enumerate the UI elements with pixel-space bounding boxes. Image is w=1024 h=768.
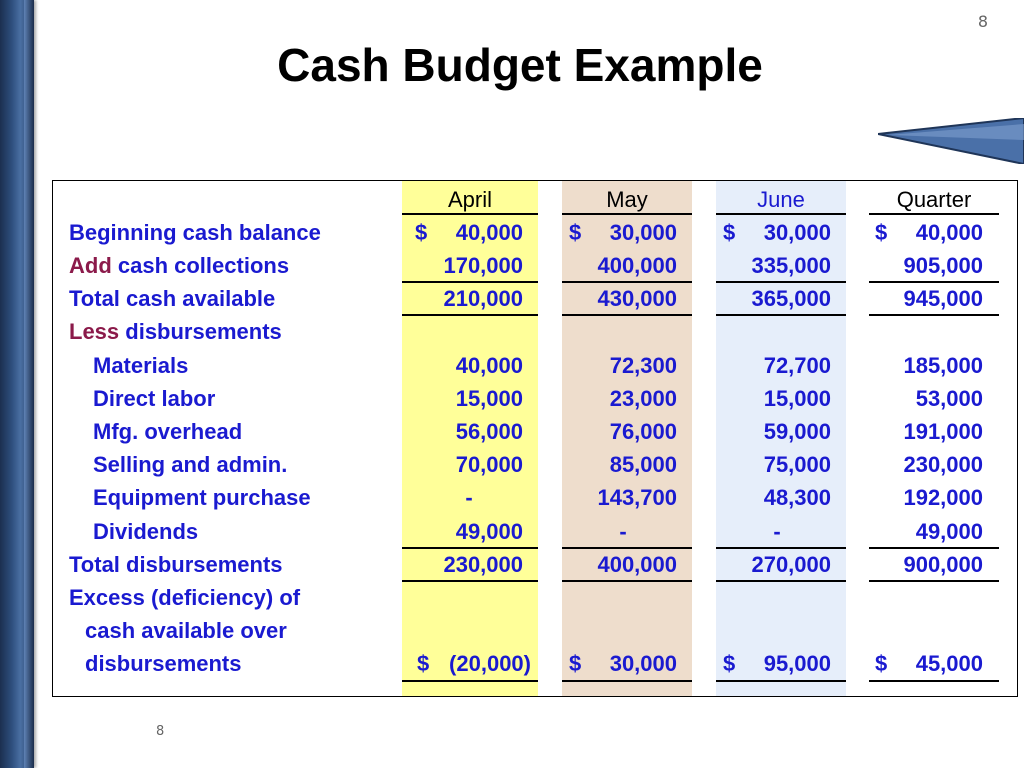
sum-underline (402, 281, 538, 283)
cell-april: 230,000 (443, 552, 523, 577)
row-label: Selling and admin. (93, 452, 288, 477)
final-underline (716, 680, 846, 682)
cell-april: 40,000 (455, 353, 523, 378)
cell-quarter: 185,000 (903, 353, 983, 378)
table-row (53, 216, 1018, 249)
cell-quarter: 53,000 (915, 386, 983, 411)
row-label: Mfg. overhead (93, 419, 243, 444)
row-label: Excess (deficiency) of (69, 585, 301, 610)
cell-june: 75,000 (763, 452, 831, 477)
sum-underline (716, 281, 846, 283)
row-label: Total disbursements (69, 552, 283, 577)
table-row (53, 349, 1018, 382)
cell-may: 23,000 (609, 386, 677, 411)
table-row (53, 282, 1018, 315)
cash-budget-table (52, 180, 1018, 697)
sum-underline (562, 314, 692, 316)
cell-april: 70,000 (455, 452, 523, 477)
table-header-row (53, 183, 1018, 216)
row-label: Materials (93, 353, 189, 378)
cell-may: 400,000 (597, 552, 677, 577)
header-june: June (757, 187, 805, 212)
row-label: Less disbursements (69, 319, 282, 344)
sum-underline (869, 281, 999, 283)
cell-may: $ 30,000 (569, 220, 677, 245)
cell-may: $ 30,000 (569, 651, 677, 676)
header-underline (402, 213, 538, 215)
final-underline (562, 680, 692, 682)
cell-may: 400,000 (597, 253, 677, 278)
header-underline (716, 213, 846, 215)
table-row (53, 614, 1018, 647)
cell-may: 76,000 (609, 419, 677, 444)
cell-april: 170,000 (443, 253, 523, 278)
header-quarter: Quarter (896, 187, 972, 212)
arrow-pointer-icon (878, 118, 1024, 164)
cell-june: 15,000 (763, 386, 831, 411)
row-label: Direct labor (93, 386, 216, 411)
row-label: disbursements (85, 651, 242, 676)
final-underline (869, 680, 999, 682)
row-label: Add cash collections (69, 253, 290, 278)
page-number-bottom: 8 (156, 724, 165, 739)
cell-june: 270,000 (751, 552, 831, 577)
table-row (53, 515, 1018, 548)
sum-underline (562, 580, 692, 582)
cell-june: $ 95,000 (723, 651, 831, 676)
row-label: Beginning cash balance (69, 220, 321, 245)
sum-underline (716, 547, 846, 549)
header-underline (869, 213, 999, 215)
cell-quarter: 230,000 (903, 452, 983, 477)
sum-underline (869, 314, 999, 316)
sum-underline (402, 547, 538, 549)
sum-underline (869, 547, 999, 549)
table-row (53, 448, 1018, 481)
cell-quarter: $ 45,000 (875, 651, 983, 676)
cell-may: 430,000 (597, 286, 677, 311)
cell-april: 49,000 (455, 519, 523, 544)
cell-quarter: 192,000 (903, 485, 983, 510)
cell-quarter: 49,000 (915, 519, 983, 544)
slide-title: Cash Budget Example (277, 39, 763, 91)
sum-underline (402, 314, 538, 316)
cell-june: 59,000 (763, 419, 831, 444)
cell-june: 48,300 (763, 485, 831, 510)
sum-underline (562, 547, 692, 549)
row-label: Equipment purchase (93, 485, 311, 510)
header-may: May (606, 187, 648, 212)
table-row (53, 647, 1018, 680)
cell-april: $ 40,000 (415, 220, 523, 245)
header-april: April (447, 187, 492, 212)
row-label: Total cash available (69, 286, 276, 311)
cell-quarter: 905,000 (903, 253, 983, 278)
cell-june: $ 30,000 (723, 220, 831, 245)
table-row (53, 481, 1018, 514)
cell-april: $ (20,000) (417, 651, 531, 676)
cell-quarter: 191,000 (903, 419, 983, 444)
sum-underline (402, 580, 538, 582)
sum-underline (716, 314, 846, 316)
table-row (53, 315, 1018, 348)
final-underline (402, 680, 538, 682)
cell-may: - (619, 519, 627, 544)
cell-april: 210,000 (443, 286, 523, 311)
cell-quarter: $ 40,000 (875, 220, 983, 245)
row-label: cash available over (85, 618, 287, 643)
table-row (53, 382, 1018, 415)
cell-quarter: 945,000 (903, 286, 983, 311)
table-row (53, 548, 1018, 581)
row-label: Dividends (93, 519, 199, 544)
left-bar-highlight (24, 0, 34, 768)
sum-underline (869, 580, 999, 582)
cell-quarter: 900,000 (903, 552, 983, 577)
sum-underline (562, 281, 692, 283)
cell-april: - (465, 485, 473, 510)
header-underline (562, 213, 692, 215)
cell-june: 72,700 (763, 353, 831, 378)
cell-june: 365,000 (751, 286, 831, 311)
cell-april: 15,000 (455, 386, 523, 411)
table-row (53, 581, 1018, 614)
cell-june: 335,000 (751, 253, 831, 278)
page-number-top: 8 (977, 12, 988, 31)
table-row (53, 249, 1018, 282)
sum-underline (716, 580, 846, 582)
cell-may: 143,700 (597, 485, 677, 510)
table-row (53, 415, 1018, 448)
cell-april: 56,000 (455, 419, 523, 444)
cell-june: - (773, 519, 781, 544)
cell-may: 72,300 (609, 353, 677, 378)
cell-may: 85,000 (609, 452, 677, 477)
